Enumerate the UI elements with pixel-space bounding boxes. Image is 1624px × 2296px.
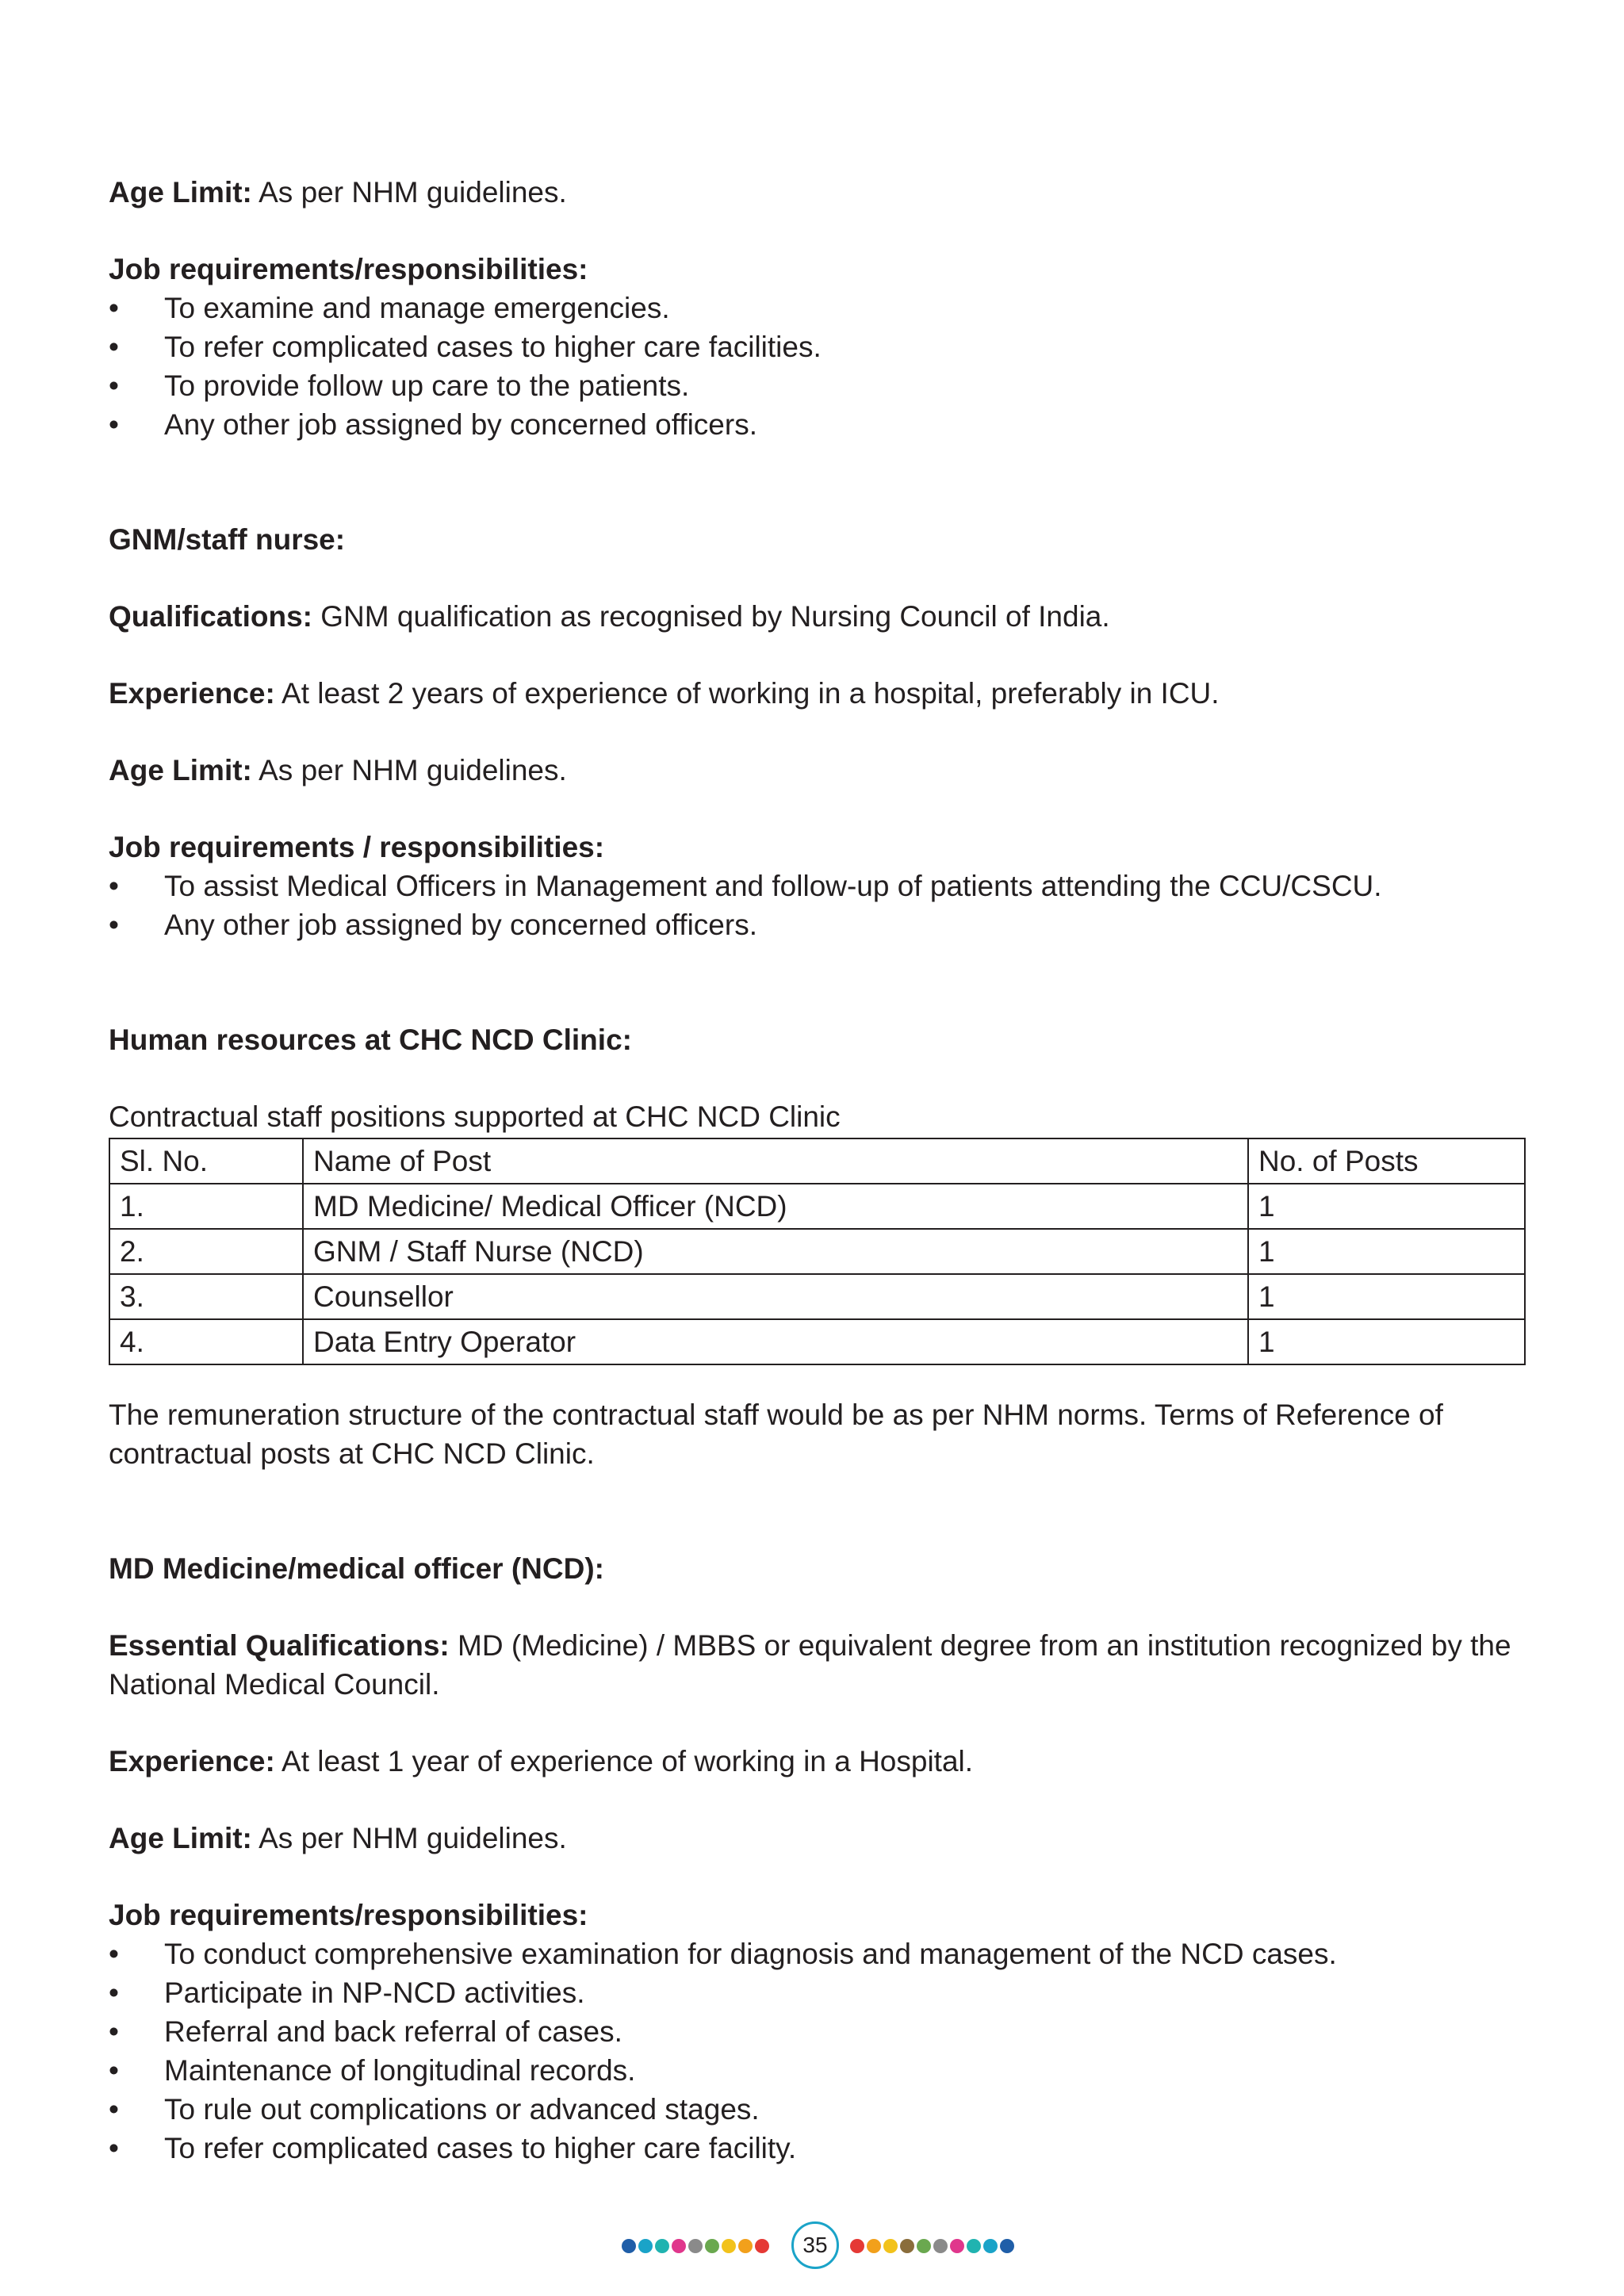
table-cell: MD Medicine/ Medical Officer (NCD) <box>303 1184 1248 1229</box>
decorative-dot <box>933 2239 948 2253</box>
decorative-dot <box>950 2239 964 2253</box>
decorative-dot <box>917 2239 931 2253</box>
table-cell: Data Entry Operator <box>303 1319 1248 1364</box>
decorative-dots-left <box>622 2239 769 2255</box>
list-item: • To refer complicated cases to higher care facilities. <box>109 331 822 363</box>
remuneration-note: The remuneration structure of the contractual staff would be as per NHM norms. Terms of Reference of contractual posts at CHC NCD Clinic. <box>109 1399 1443 1470</box>
decorative-dots-right <box>850 2239 1014 2255</box>
decorative-dot <box>705 2239 719 2253</box>
page-number: 35 <box>791 2221 839 2269</box>
list-item: • Any other job assigned by concerned officers. <box>109 909 757 941</box>
table-caption: Contractual staff positions supported at CHC NCD Clinic <box>109 1100 841 1133</box>
table-row <box>109 1184 1525 1229</box>
list-item: • To rule out complications or advanced stages. <box>109 2093 760 2126</box>
decorative-dot <box>900 2239 914 2253</box>
list-item: • To examine and manage emergencies. <box>109 292 670 324</box>
job-requirements-heading: Job requirements/responsibilities: <box>109 253 588 285</box>
md-heading: MD Medicine/medical officer (NCD): <box>109 1552 604 1585</box>
table-cell: 4. <box>109 1319 303 1364</box>
staff-table <box>109 1138 1526 1365</box>
decorative-dot <box>867 2239 881 2253</box>
qualifications-line: Essential Qualifications: MD (Medicine) / MBBS or equivalent degree from an institution recognized by the National Medical Council. <box>109 1629 1511 1701</box>
decorative-dot <box>850 2239 864 2253</box>
table-cell: 1 <box>1248 1229 1525 1274</box>
table-cell: 1 <box>1248 1184 1525 1229</box>
decorative-dot <box>983 2239 998 2253</box>
job-list <box>109 289 1526 444</box>
list-item: • To conduct comprehensive examination for diagnosis and management of the NCD cases. <box>109 1938 1337 1970</box>
experience-line: Experience: At least 1 year of experience of working in a Hospital. <box>109 1745 974 1777</box>
table-cell: 1. <box>109 1184 303 1229</box>
gnm-heading: GNM/staff nurse: <box>109 523 346 556</box>
age-limit-line: Age Limit: As per NHM guidelines. <box>109 1822 567 1854</box>
page-content <box>109 173 1526 2168</box>
decorative-dot <box>622 2239 636 2253</box>
list-item: • Any other job assigned by concerned officers. <box>109 408 757 441</box>
list-item: • To assist Medical Officers in Management and follow-up of patients attending the CCU/CSCU. <box>109 870 1382 902</box>
decorative-dot <box>688 2239 703 2253</box>
decorative-dot <box>755 2239 769 2253</box>
column-header: No. of Posts <box>1248 1138 1525 1184</box>
list-item: • Participate in NP-NCD activities. <box>109 1976 585 2009</box>
decorative-dot <box>883 2239 898 2253</box>
experience-line: Experience: At least 2 years of experience of working in a hospital, preferably in ICU. <box>109 677 1220 710</box>
job-list <box>109 1934 1526 2168</box>
table-row <box>109 1319 1525 1364</box>
age-limit-line: Age Limit: As per NHM guidelines. <box>109 754 567 786</box>
list-item: • Maintenance of longitudinal records. <box>109 2054 636 2087</box>
decorative-dot <box>1000 2239 1014 2253</box>
decorative-dot <box>967 2239 981 2253</box>
decorative-dot <box>738 2239 753 2253</box>
table-row <box>109 1229 1525 1274</box>
table-cell: GNM / Staff Nurse (NCD) <box>303 1229 1248 1274</box>
decorative-dot <box>672 2239 686 2253</box>
list-item: • Referral and back referral of cases. <box>109 2015 622 2048</box>
qualifications-line: Qualifications: GNM qualification as recognised by Nursing Council of India. <box>109 600 1110 633</box>
decorative-dot <box>722 2239 736 2253</box>
column-header: Name of Post <box>303 1138 1248 1184</box>
list-item: • To provide follow up care to the patients. <box>109 369 690 402</box>
decorative-dot <box>655 2239 669 2253</box>
table-header-row <box>109 1138 1525 1184</box>
table-cell: Counsellor <box>303 1274 1248 1319</box>
decorative-dot <box>638 2239 653 2253</box>
job-list <box>109 867 1526 944</box>
table-cell: 1 <box>1248 1274 1525 1319</box>
job-requirements-heading: Job requirements / responsibilities: <box>109 831 605 863</box>
table-row <box>109 1274 1525 1319</box>
table-cell: 1 <box>1248 1319 1525 1364</box>
age-limit-line: Age Limit: As per NHM guidelines. <box>109 176 567 209</box>
table-cell: 3. <box>109 1274 303 1319</box>
page-footer <box>0 2221 1624 2277</box>
column-header: Sl. No. <box>109 1138 303 1184</box>
job-requirements-heading: Job requirements/responsibilities: <box>109 1899 588 1931</box>
hr-heading: Human resources at CHC NCD Clinic: <box>109 1024 632 1056</box>
list-item: • To refer complicated cases to higher care facility. <box>109 2132 797 2164</box>
table-cell: 2. <box>109 1229 303 1274</box>
